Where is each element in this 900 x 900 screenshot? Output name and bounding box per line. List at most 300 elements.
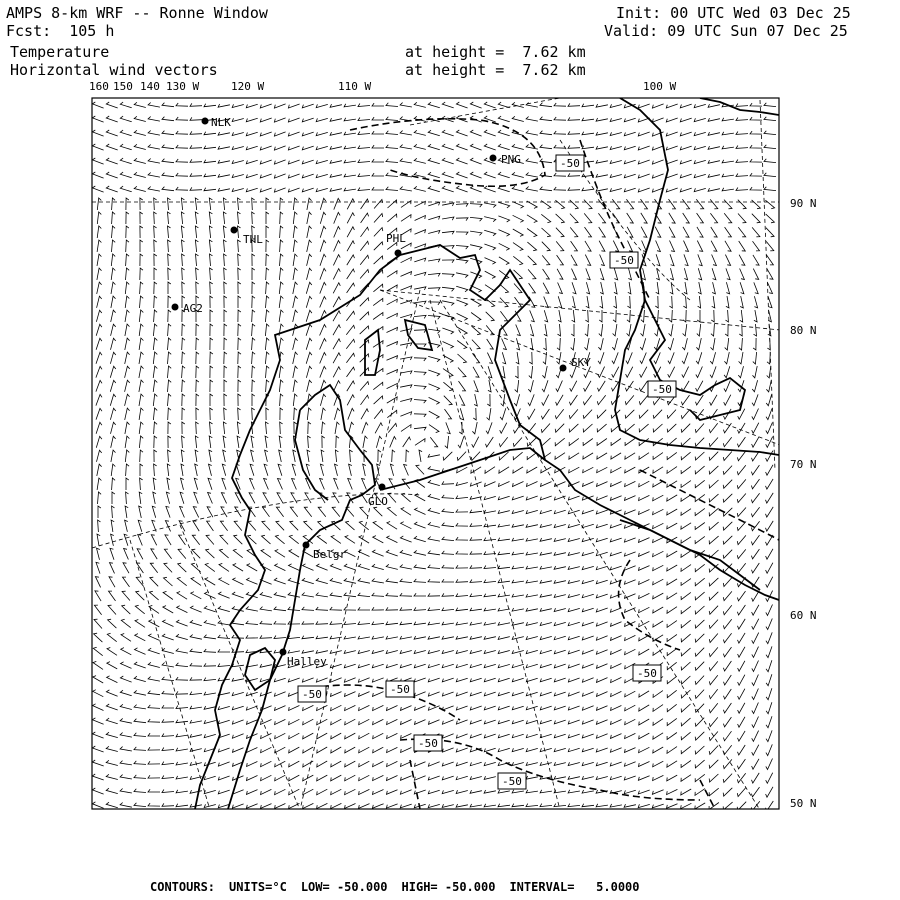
- wind-barb: [442, 720, 453, 724]
- wind-barb: [470, 130, 481, 136]
- wind-barb: [406, 450, 409, 462]
- wind-barb: [624, 188, 635, 192]
- lon-label-110w: 110 W: [338, 80, 372, 93]
- wind-barb: [456, 144, 467, 150]
- wind-barb: [293, 380, 297, 392]
- wind-barb: [140, 240, 143, 252]
- wind-barb: [148, 705, 160, 709]
- wind-barb: [182, 422, 185, 434]
- wind-barb: [344, 118, 356, 121]
- wind-barb: [345, 550, 356, 557]
- wind-barb: [694, 118, 706, 121]
- wind-barb: [330, 188, 342, 191]
- wind-barb: [190, 649, 202, 653]
- wind-barb: [401, 508, 411, 516]
- wind-barb: [515, 366, 518, 378]
- wind-barb: [568, 622, 580, 625]
- wind-barb: [599, 241, 605, 252]
- wind-barb: [121, 662, 132, 669]
- wind-barb: [639, 593, 650, 598]
- wind-barb: [317, 733, 327, 739]
- wind-barb: [218, 762, 229, 766]
- wind-barb: [162, 691, 174, 694]
- wind-barb: [120, 718, 132, 723]
- wind-barb: [111, 324, 116, 336]
- wind-barb: [738, 731, 746, 741]
- wind-barb: [610, 496, 621, 501]
- wind-barb: [148, 159, 160, 164]
- wind-barb: [768, 283, 773, 294]
- wind-barb: [474, 380, 478, 391]
- wind-barb: [696, 381, 703, 392]
- wind-barb: [428, 494, 440, 499]
- wind-barb: [568, 524, 580, 527]
- wind-barb: [460, 408, 463, 420]
- wind-barb: [583, 467, 594, 472]
- wind-barb: [210, 338, 213, 350]
- wind-barb: [233, 549, 242, 557]
- wind-barb: [458, 354, 467, 363]
- wind-barb: [585, 310, 588, 322]
- lon-label-130w: 130 W: [166, 80, 200, 93]
- wind-barb: [540, 145, 552, 149]
- wind-barb: [168, 338, 172, 350]
- wind-barb: [279, 296, 283, 308]
- wind-barb: [555, 453, 565, 460]
- wind-barb: [456, 204, 468, 207]
- wind-barb: [540, 524, 552, 527]
- footer-contours: CONTOURS:: [150, 880, 216, 894]
- wind-barb: [232, 621, 244, 625]
- wind-barb: [485, 271, 496, 278]
- wind-barb: [540, 762, 552, 765]
- wind-barb: [681, 704, 690, 712]
- wind-barb: [568, 776, 580, 779]
- wind-barb: [279, 310, 283, 322]
- wind-barb: [610, 804, 622, 807]
- wind-barb: [639, 381, 647, 391]
- wind-barb: [499, 482, 510, 487]
- wind-barb: [361, 227, 369, 237]
- wind-barb: [667, 452, 677, 459]
- wind-barb: [344, 650, 356, 653]
- wind-barb: [526, 762, 538, 765]
- wind-barb: [526, 131, 538, 136]
- wind-barb: [596, 552, 607, 555]
- wind-barb: [709, 647, 718, 656]
- wind-barb: [210, 296, 213, 308]
- wind-barb: [134, 690, 146, 695]
- wind-barb: [738, 366, 743, 378]
- wind-barb: [222, 478, 226, 489]
- wind-barb: [628, 282, 631, 294]
- wind-barb: [470, 204, 482, 208]
- station-marker: [379, 484, 386, 491]
- wind-barb: [218, 720, 229, 724]
- wind-barb: [120, 158, 131, 164]
- wind-barb: [280, 422, 283, 434]
- wind-barb: [274, 188, 285, 192]
- wind-barb: [540, 748, 552, 751]
- wind-barb: [360, 270, 369, 279]
- wind-barb: [111, 296, 116, 308]
- wind-barb: [414, 522, 425, 528]
- wind-barb: [639, 733, 650, 739]
- wind-barb: [596, 160, 608, 163]
- wind-barb: [373, 536, 384, 543]
- wind-barb: [167, 478, 170, 490]
- wind-barb: [126, 492, 129, 504]
- wind-barb: [400, 579, 412, 583]
- wind-barb: [222, 464, 225, 476]
- station-marker: [280, 649, 287, 656]
- wind-barb: [372, 550, 383, 556]
- wind-barb: [457, 313, 468, 320]
- wind-barb: [134, 662, 145, 668]
- wind-barb: [652, 118, 663, 122]
- wind-barb: [347, 213, 354, 224]
- station-label-ag2: AG2: [183, 302, 203, 315]
- wind-barb: [289, 733, 300, 739]
- wind-barb: [306, 464, 309, 475]
- wind-barb: [596, 734, 607, 738]
- wind-barb: [554, 692, 565, 696]
- wind-barb: [582, 734, 593, 738]
- wind-barb: [512, 510, 524, 513]
- wind-barb: [487, 408, 491, 420]
- wind-barb: [710, 352, 715, 364]
- wind-barb: [470, 523, 482, 526]
- wind-barb: [597, 439, 607, 446]
- wind-barb: [625, 649, 636, 654]
- wind-barb: [752, 619, 759, 630]
- wind-barb: [653, 537, 664, 542]
- wind-barb: [474, 394, 477, 406]
- wind-barb: [176, 649, 188, 654]
- wind-barb: [139, 324, 143, 336]
- wind-barb: [195, 212, 198, 224]
- wind-barb: [126, 268, 130, 280]
- wind-barb: [358, 578, 370, 583]
- wind-barb: [307, 268, 312, 280]
- wind-barb: [708, 104, 720, 107]
- wind-barb: [613, 213, 620, 223]
- wind-barb: [541, 214, 550, 222]
- wind-barb: [317, 761, 327, 767]
- wind-barb: [456, 579, 468, 582]
- station-label-nlk: NLK: [211, 116, 231, 129]
- wind-barb: [414, 650, 426, 653]
- wind-barb: [96, 380, 102, 391]
- wind-barb: [96, 310, 101, 322]
- wind-barb: [558, 310, 561, 322]
- wind-barb: [456, 692, 467, 696]
- wind-barb: [428, 678, 439, 682]
- wind-barb: [442, 172, 453, 178]
- wind-barb: [278, 464, 282, 475]
- wind-barb: [541, 482, 552, 487]
- wind-barb: [695, 564, 705, 571]
- wind-barb: [288, 592, 300, 597]
- wind-barb: [695, 606, 704, 614]
- wind-barb: [708, 188, 720, 191]
- wind-barb: [386, 607, 398, 610]
- wind-barb: [358, 160, 370, 163]
- wind-barb: [330, 146, 342, 149]
- wind-barb: [316, 174, 328, 177]
- wind-barb: [708, 118, 720, 121]
- wind-barb: [470, 158, 481, 164]
- wind-barb: [442, 762, 453, 766]
- wind-barb: [498, 116, 509, 122]
- wind-barb: [681, 466, 691, 473]
- wind-barb: [709, 438, 718, 447]
- wind-barb: [210, 422, 213, 434]
- wind-barb: [638, 776, 649, 781]
- lon-label-140: 140: [140, 80, 160, 93]
- wind-barb: [196, 268, 199, 280]
- wind-barb: [610, 132, 622, 135]
- wind-barb: [190, 635, 202, 640]
- wind-barb: [585, 338, 590, 350]
- wind-barb: [695, 746, 704, 754]
- wind-barb: [330, 607, 342, 610]
- wind-barb: [107, 648, 117, 656]
- wind-barb: [288, 174, 299, 178]
- wind-barb: [111, 436, 116, 448]
- wind-barb: [96, 324, 102, 335]
- wind-barb: [554, 594, 566, 597]
- wind-barb: [667, 593, 677, 599]
- wind-barb: [708, 160, 720, 163]
- wind-barb: [515, 297, 522, 307]
- wind-barb: [739, 324, 742, 336]
- wind-barb: [96, 352, 102, 363]
- wind-barb: [596, 118, 608, 121]
- wind-barb: [97, 282, 102, 294]
- wind-barb: [428, 593, 440, 596]
- wind-barb: [333, 255, 340, 266]
- wind-barb: [98, 492, 102, 504]
- wind-barb: [526, 720, 537, 724]
- wind-barb: [181, 464, 184, 476]
- wind-barb: [695, 523, 705, 530]
- wind-barb: [726, 296, 729, 308]
- wind-barb: [696, 367, 703, 378]
- wind-barb: [120, 172, 131, 178]
- wind-barb: [529, 283, 536, 293]
- wind-barb: [512, 116, 524, 121]
- wind-barb: [292, 464, 296, 475]
- wind-barb: [95, 577, 100, 588]
- wind-barb: [252, 282, 255, 294]
- wind-barb: [428, 650, 440, 653]
- wind-barb: [279, 338, 283, 350]
- wind-barb: [190, 103, 202, 106]
- wind-barb: [204, 649, 216, 652]
- wind-barb: [290, 521, 298, 530]
- wind-barb: [568, 566, 580, 569]
- wind-barb: [111, 534, 114, 546]
- wind-barb: [401, 706, 412, 711]
- wind-barb: [348, 479, 353, 490]
- footer-low: LOW= -50.000: [300, 880, 388, 894]
- wind-barb: [512, 762, 524, 765]
- wind-barb: [246, 635, 258, 638]
- wind-barb: [331, 775, 342, 781]
- wind-barb: [596, 566, 607, 569]
- wind-barb: [302, 621, 314, 624]
- wind-barb: [737, 465, 746, 474]
- wind-barb: [359, 733, 370, 739]
- wind-barb: [322, 422, 326, 434]
- wind-barb: [540, 117, 552, 121]
- wind-barb: [456, 622, 468, 625]
- wind-barb: [484, 230, 496, 236]
- wind-barb: [196, 324, 199, 336]
- wind-barb: [767, 269, 773, 279]
- wind-barb: [498, 216, 509, 222]
- wind-barb: [597, 664, 608, 669]
- wind-barb: [596, 650, 607, 654]
- wind-barb: [372, 117, 384, 120]
- wind-barb: [470, 551, 482, 554]
- wind-barb: [387, 536, 398, 543]
- wind-barb: [569, 424, 578, 432]
- wind-barb: [709, 423, 717, 432]
- wind-barb: [610, 188, 622, 191]
- wind-barb: [683, 324, 687, 336]
- wind-barb: [401, 776, 412, 781]
- wind-barb: [582, 510, 593, 514]
- wind-barb: [247, 776, 258, 781]
- wind-barb: [387, 356, 398, 361]
- wind-barb: [191, 577, 201, 585]
- wind-barb: [540, 594, 552, 597]
- wind-barb: [400, 593, 412, 596]
- wind-barb: [232, 804, 243, 808]
- wind-barb: [667, 733, 677, 740]
- wind-barb: [473, 408, 476, 420]
- wind-barb: [513, 256, 522, 264]
- wind-barb: [107, 676, 118, 683]
- wind-barb: [92, 788, 103, 794]
- wind-barb: [358, 607, 370, 610]
- wind-barb: [766, 563, 773, 574]
- wind-barb: [232, 664, 244, 667]
- wind-barb: [751, 465, 759, 475]
- wind-barb: [572, 310, 575, 322]
- wind-barb: [262, 521, 270, 530]
- wind-barb: [568, 636, 579, 640]
- wind-barb: [307, 380, 312, 392]
- wind-barb: [652, 104, 663, 108]
- wind-barb: [456, 273, 468, 278]
- wind-barb: [209, 436, 212, 448]
- wind-barb: [179, 521, 185, 532]
- wind-barb: [502, 339, 507, 350]
- wind-barb: [512, 594, 524, 597]
- wind-barb: [456, 232, 468, 235]
- wind-barb: [598, 338, 603, 350]
- lon-label-150: 150: [113, 80, 133, 93]
- wind-barb: [275, 775, 286, 781]
- wind-barb: [751, 507, 759, 517]
- wind-barb: [302, 146, 313, 150]
- wind-barb: [415, 216, 426, 221]
- wind-barb: [722, 132, 734, 135]
- wind-barb: [499, 467, 509, 473]
- wind-barb: [148, 662, 160, 667]
- wind-barb: [470, 706, 481, 710]
- wind-barb: [568, 173, 580, 176]
- wind-barb: [668, 338, 673, 350]
- wind-barb: [120, 747, 132, 751]
- wind-barb: [582, 762, 594, 765]
- wind-barb: [263, 493, 269, 503]
- wind-barb: [428, 186, 440, 192]
- wind-barb: [723, 466, 732, 475]
- wind-barb: [360, 326, 369, 334]
- wind-barb: [373, 719, 384, 724]
- wind-barb: [655, 227, 661, 238]
- wind-barb: [262, 535, 271, 544]
- wind-barb: [400, 300, 411, 304]
- wind-barb: [261, 789, 272, 794]
- wind-barb: [737, 605, 745, 615]
- wind-barb: [331, 761, 341, 767]
- wind-barb: [177, 606, 188, 613]
- wind-barb: [456, 565, 468, 568]
- wind-barb: [330, 664, 341, 668]
- wind-barb: [139, 310, 143, 322]
- wind-barb: [293, 254, 297, 266]
- wind-barb: [513, 467, 523, 473]
- wind-barb: [400, 790, 411, 794]
- wind-barb: [666, 104, 677, 108]
- wind-barb: [288, 146, 299, 150]
- wind-barb: [232, 592, 243, 598]
- wind-barb: [96, 366, 102, 377]
- wind-barb: [358, 593, 370, 597]
- wind-barb: [540, 552, 552, 555]
- wind-barb: [349, 422, 354, 434]
- wind-barb: [400, 650, 412, 653]
- wind-barb: [512, 524, 524, 527]
- wind-barb: [345, 775, 356, 781]
- wind-barb: [540, 608, 552, 611]
- wind-barb: [653, 649, 663, 656]
- wind-barb: [238, 338, 241, 350]
- wind-barb: [238, 408, 241, 420]
- wind-barb: [442, 593, 454, 596]
- wind-barb: [709, 689, 717, 698]
- wind-barb: [554, 706, 565, 710]
- wind-barb: [736, 104, 748, 107]
- wind-barb: [484, 172, 495, 178]
- wind-barb: [111, 254, 115, 266]
- wind-barb: [162, 159, 174, 163]
- wind-barb: [274, 592, 286, 597]
- wind-barb: [486, 437, 494, 447]
- wind-barb: [428, 202, 439, 206]
- wind-barb: [766, 744, 772, 755]
- wind-barb: [218, 621, 230, 626]
- wind-barb: [724, 352, 729, 364]
- wind-barb: [442, 636, 454, 639]
- wind-barb: [134, 116, 146, 121]
- wind-barb: [428, 622, 440, 625]
